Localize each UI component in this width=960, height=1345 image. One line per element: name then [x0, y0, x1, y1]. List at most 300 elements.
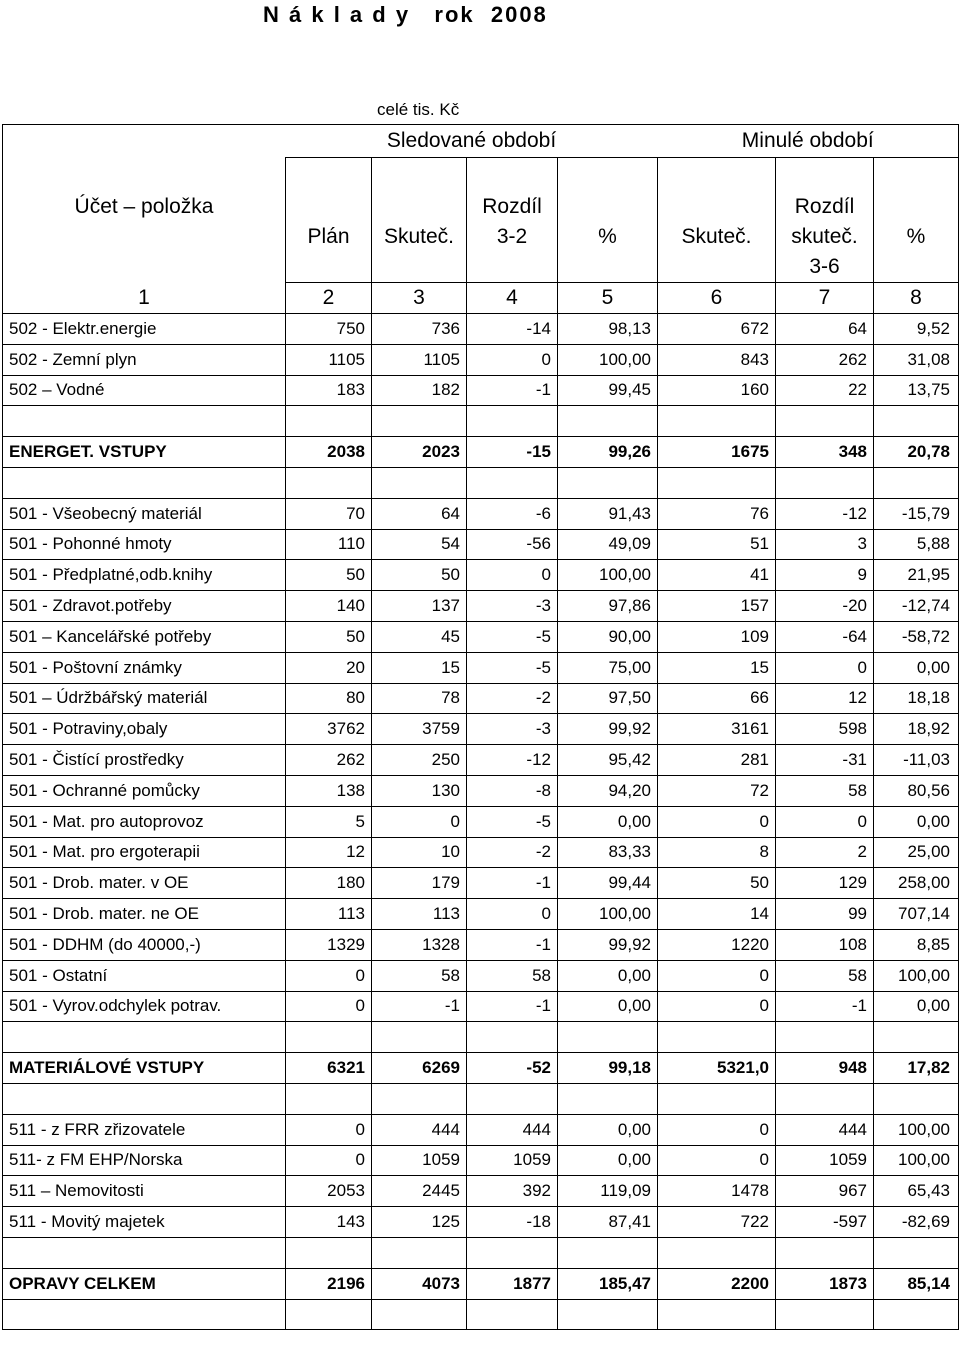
table-row	[3, 498, 959, 529]
row-value: 1059	[372, 1145, 467, 1176]
row-value: 17,82	[874, 1053, 959, 1084]
row-value: 50	[658, 868, 776, 899]
row-value: 49,09	[558, 529, 658, 560]
row-value: -64	[776, 621, 874, 652]
row-value: 109	[658, 621, 776, 652]
row-value: 41	[658, 560, 776, 591]
row-value: 64	[372, 498, 467, 529]
spacer-cell	[3, 1022, 286, 1053]
table-row	[3, 929, 959, 960]
row-value: 0	[286, 991, 372, 1022]
row-value: 137	[372, 591, 467, 622]
row-value: 1059	[776, 1145, 874, 1176]
row-value: 0	[658, 806, 776, 837]
row-value: 50	[286, 621, 372, 652]
row-value: 3	[776, 529, 874, 560]
column-number: 1	[3, 283, 286, 314]
spacer-cell	[658, 1237, 776, 1268]
row-label: 501 - Poštovní známky	[3, 652, 286, 683]
row-value: 140	[286, 591, 372, 622]
table-row	[3, 745, 959, 776]
row-value: -6	[467, 498, 558, 529]
spacer-cell	[3, 1299, 286, 1330]
row-value: 87,41	[558, 1207, 658, 1238]
row-value: 14	[658, 899, 776, 930]
row-value: 1220	[658, 929, 776, 960]
spacer-row	[3, 1022, 959, 1053]
spacer-cell	[372, 1022, 467, 1053]
row-value: 113	[286, 899, 372, 930]
row-value: 5,88	[874, 529, 959, 560]
table-row	[3, 344, 959, 375]
spacer-cell	[372, 467, 467, 498]
row-value: 3762	[286, 714, 372, 745]
row-value: 58	[776, 775, 874, 806]
row-label: 501 - Mat. pro ergoterapii	[3, 837, 286, 868]
row-label: MATERIÁLOVÉ VSTUPY	[3, 1053, 286, 1084]
row-value: 58	[467, 960, 558, 991]
row-value: 94,20	[558, 775, 658, 806]
column-prev-diff-line2: skuteč.	[791, 225, 858, 248]
table-row	[3, 652, 959, 683]
spacer-cell	[467, 1083, 558, 1114]
spacer-cell	[874, 1299, 959, 1330]
column-number: 6	[658, 283, 776, 314]
spacer-row	[3, 406, 959, 437]
row-value: 143	[286, 1207, 372, 1238]
row-value: 83,33	[558, 837, 658, 868]
row-value: 2023	[372, 437, 467, 468]
spacer-cell	[776, 1022, 874, 1053]
table-row	[3, 375, 959, 406]
row-value: 6269	[372, 1053, 467, 1084]
row-value: 95,42	[558, 745, 658, 776]
row-value: 722	[658, 1207, 776, 1238]
column-number: 4	[467, 283, 558, 314]
spacer-cell	[776, 467, 874, 498]
row-value: 99,45	[558, 375, 658, 406]
row-value: 22	[776, 375, 874, 406]
row-value: 0	[658, 991, 776, 1022]
row-value: 750	[286, 314, 372, 345]
spacer-cell	[558, 1299, 658, 1330]
row-value: 2053	[286, 1176, 372, 1207]
table-row	[3, 560, 959, 591]
row-value: -82,69	[874, 1207, 959, 1238]
spacer-cell	[286, 1299, 372, 1330]
row-value: 125	[372, 1207, 467, 1238]
row-value: 108	[776, 929, 874, 960]
spacer-cell	[467, 406, 558, 437]
row-value: 0,00	[874, 991, 959, 1022]
spacer-cell	[372, 406, 467, 437]
row-value: 0	[658, 960, 776, 991]
table-row	[3, 314, 959, 345]
spacer-cell	[286, 406, 372, 437]
spacer-cell	[286, 1237, 372, 1268]
spacer-cell	[558, 406, 658, 437]
table-row	[3, 899, 959, 930]
row-value: 70	[286, 498, 372, 529]
row-value: 119,09	[558, 1176, 658, 1207]
spacer-cell	[558, 1237, 658, 1268]
row-value: 12	[776, 683, 874, 714]
spacer-cell	[658, 1083, 776, 1114]
row-value: 99	[776, 899, 874, 930]
row-label: 501 - Ochranné pomůcky	[3, 775, 286, 806]
row-value: 262	[286, 745, 372, 776]
row-value: -5	[467, 621, 558, 652]
row-value: 967	[776, 1176, 874, 1207]
row-value: 2038	[286, 437, 372, 468]
column-prev-diff-line1: Rozdíl	[794, 195, 855, 218]
spacer-cell	[467, 1237, 558, 1268]
table-row	[3, 837, 959, 868]
row-value: -58,72	[874, 621, 959, 652]
row-value: -3	[467, 714, 558, 745]
row-value: 157	[658, 591, 776, 622]
row-value: 160	[658, 375, 776, 406]
row-value: 1675	[658, 437, 776, 468]
row-value: 98,13	[558, 314, 658, 345]
row-value: 91,43	[558, 498, 658, 529]
table-row	[3, 683, 959, 714]
cost-table	[2, 124, 959, 1330]
spacer-cell	[558, 1022, 658, 1053]
spacer-cell	[286, 1022, 372, 1053]
row-value: 99,92	[558, 929, 658, 960]
row-label: 501 – Údržbářský materiál	[3, 683, 286, 714]
spacer-cell	[776, 1083, 874, 1114]
row-label: 501 – Kancelářské potřeby	[3, 621, 286, 652]
spacer-cell	[372, 1237, 467, 1268]
row-value: 6321	[286, 1053, 372, 1084]
row-value: -1	[467, 929, 558, 960]
row-value: -1	[467, 375, 558, 406]
row-value: 2196	[286, 1268, 372, 1299]
row-label: 511 – Nemovitosti	[3, 1176, 286, 1207]
row-value: 182	[372, 375, 467, 406]
row-label: 501 - Drob. mater. v OE	[3, 868, 286, 899]
column-prev-actual: Skuteč.	[658, 158, 776, 283]
row-value: 51	[658, 529, 776, 560]
row-value: 97,86	[558, 591, 658, 622]
row-value: -18	[467, 1207, 558, 1238]
table-row	[3, 1176, 959, 1207]
row-value: 90,00	[558, 621, 658, 652]
row-value: 2200	[658, 1268, 776, 1299]
report-title: N á k l a d y rok 2008	[263, 2, 548, 27]
row-value: 72	[658, 775, 776, 806]
column-number: 8	[874, 283, 959, 314]
column-number: 3	[372, 283, 467, 314]
row-value: 138	[286, 775, 372, 806]
column-number: 2	[286, 283, 372, 314]
row-value: -14	[467, 314, 558, 345]
row-value: -1	[372, 991, 467, 1022]
row-value: 183	[286, 375, 372, 406]
column-diff	[467, 158, 558, 283]
row-value: 2	[776, 837, 874, 868]
row-value: 0,00	[874, 652, 959, 683]
row-value: 80,56	[874, 775, 959, 806]
row-label: 511 - z FRR zřizovatele	[3, 1114, 286, 1145]
row-value: 0,00	[558, 1145, 658, 1176]
row-value: 25,00	[874, 837, 959, 868]
row-value: 58	[372, 960, 467, 991]
row-value: 5321,0	[658, 1053, 776, 1084]
row-value: 50	[372, 560, 467, 591]
row-value: -12	[776, 498, 874, 529]
spacer-cell	[286, 467, 372, 498]
row-label: ENERGET. VSTUPY	[3, 437, 286, 468]
row-value: 672	[658, 314, 776, 345]
table-row	[3, 529, 959, 560]
row-value: -12	[467, 745, 558, 776]
unit-label: celé tis. Kč	[377, 100, 460, 119]
spacer-cell	[874, 1237, 959, 1268]
row-label: 511- z FM EHP/Norska	[3, 1145, 286, 1176]
spacer-cell	[874, 467, 959, 498]
row-value: 2445	[372, 1176, 467, 1207]
row-value: 0,00	[558, 806, 658, 837]
spacer-cell	[372, 1299, 467, 1330]
group-tracked-period: Sledované období	[286, 125, 658, 158]
row-value: 100,00	[874, 1114, 959, 1145]
row-value: -12,74	[874, 591, 959, 622]
row-value: 99,26	[558, 437, 658, 468]
row-value: -8	[467, 775, 558, 806]
row-value: 54	[372, 529, 467, 560]
row-value: 179	[372, 868, 467, 899]
row-value: 64	[776, 314, 874, 345]
row-value: 100,00	[558, 344, 658, 375]
row-label: 501 - Mat. pro autoprovoz	[3, 806, 286, 837]
row-value: 21,95	[874, 560, 959, 591]
table-row	[3, 1114, 959, 1145]
row-label: 501 - Ostatní	[3, 960, 286, 991]
row-value: 1328	[372, 929, 467, 960]
column-prev-diff	[776, 158, 874, 283]
column-prev-pct: %	[874, 158, 959, 283]
row-label: 501 - Všeobecný materiál	[3, 498, 286, 529]
spacer-cell	[658, 1299, 776, 1330]
row-value: 4073	[372, 1268, 467, 1299]
row-value: -5	[467, 652, 558, 683]
row-value: 1877	[467, 1268, 558, 1299]
row-value: 348	[776, 437, 874, 468]
row-value: 15	[372, 652, 467, 683]
table-row	[3, 1207, 959, 1238]
spacer-cell	[467, 1299, 558, 1330]
row-label: 501 - Potraviny,obaly	[3, 714, 286, 745]
row-value: 0	[467, 344, 558, 375]
row-value: 31,08	[874, 344, 959, 375]
row-value: 250	[372, 745, 467, 776]
spacer-row	[3, 467, 959, 498]
row-value: 0	[776, 652, 874, 683]
row-value: 0	[372, 806, 467, 837]
column-diff-line2: 3-2	[496, 225, 528, 248]
row-value: 0,00	[558, 991, 658, 1022]
row-value: 80	[286, 683, 372, 714]
row-value: 99,92	[558, 714, 658, 745]
row-value: 444	[372, 1114, 467, 1145]
column-diff-line1: Rozdíl	[482, 195, 542, 218]
spacer-cell	[3, 406, 286, 437]
column-account: Účet – položka	[3, 158, 286, 283]
column-number-row	[3, 283, 959, 314]
row-value: -15,79	[874, 498, 959, 529]
spacer-row	[3, 1299, 959, 1330]
table-row	[3, 868, 959, 899]
row-label: 501 - Pohonné hmoty	[3, 529, 286, 560]
row-value: 10	[372, 837, 467, 868]
row-value: 85,14	[874, 1268, 959, 1299]
row-value: 185,47	[558, 1268, 658, 1299]
spacer-cell	[3, 467, 286, 498]
row-value: -597	[776, 1207, 874, 1238]
row-value: 20	[286, 652, 372, 683]
row-value: 180	[286, 868, 372, 899]
row-value: -15	[467, 437, 558, 468]
row-value: 1105	[286, 344, 372, 375]
row-value: 100,00	[558, 899, 658, 930]
row-value: 113	[372, 899, 467, 930]
row-value: -1	[776, 991, 874, 1022]
row-value: 258,00	[874, 868, 959, 899]
column-actual: Skuteč.	[372, 158, 467, 283]
row-value: -2	[467, 683, 558, 714]
spacer-cell	[776, 406, 874, 437]
row-value: 5	[286, 806, 372, 837]
row-value: 75,00	[558, 652, 658, 683]
row-value: -1	[467, 868, 558, 899]
row-value: 18,92	[874, 714, 959, 745]
spacer-cell	[874, 1083, 959, 1114]
spacer-cell	[372, 1083, 467, 1114]
spacer-cell	[658, 467, 776, 498]
row-value: 15	[658, 652, 776, 683]
row-value: 0,00	[558, 960, 658, 991]
row-value: 9	[776, 560, 874, 591]
column-plan: Plán	[286, 158, 372, 283]
row-label: 501 - DDHM (do 40000,-)	[3, 929, 286, 960]
row-label: 502 - Zemní plyn	[3, 344, 286, 375]
table-row	[3, 591, 959, 622]
row-value: 0	[467, 560, 558, 591]
row-value: 843	[658, 344, 776, 375]
row-value: 0,00	[558, 1114, 658, 1145]
row-value: 281	[658, 745, 776, 776]
row-value: 129	[776, 868, 874, 899]
row-value: 100,00	[874, 960, 959, 991]
row-value: -1	[467, 991, 558, 1022]
column-prev-diff-line3: 3-6	[809, 255, 840, 278]
total-row	[3, 1268, 959, 1299]
row-value: 76	[658, 498, 776, 529]
column-number: 5	[558, 283, 658, 314]
row-label: 501 - Vyrov.odchylek potrav.	[3, 991, 286, 1022]
spacer-cell	[467, 1022, 558, 1053]
row-value: -3	[467, 591, 558, 622]
row-value: 3759	[372, 714, 467, 745]
total-row	[3, 437, 959, 468]
row-value: 58	[776, 960, 874, 991]
row-label: 511 - Movitý majetek	[3, 1207, 286, 1238]
row-value: 50	[286, 560, 372, 591]
column-pct: %	[558, 158, 658, 283]
row-label: 502 - Elektr.energie	[3, 314, 286, 345]
row-value: 1329	[286, 929, 372, 960]
total-row	[3, 1053, 959, 1084]
spacer-cell	[3, 1083, 286, 1114]
row-value: 0	[467, 899, 558, 930]
row-value: -5	[467, 806, 558, 837]
spacer-cell	[658, 1022, 776, 1053]
row-value: 1478	[658, 1176, 776, 1207]
row-value: 65,43	[874, 1176, 959, 1207]
header-group-row	[3, 125, 959, 158]
row-value: 66	[658, 683, 776, 714]
row-value: 97,50	[558, 683, 658, 714]
row-value: 99,18	[558, 1053, 658, 1084]
row-value: 45	[372, 621, 467, 652]
table-row	[3, 806, 959, 837]
row-value: 8,85	[874, 929, 959, 960]
spacer-cell	[558, 467, 658, 498]
table-row	[3, 960, 959, 991]
spacer-cell	[874, 406, 959, 437]
spacer-row	[3, 1083, 959, 1114]
row-value: 130	[372, 775, 467, 806]
row-label: 501 - Drob. mater. ne OE	[3, 899, 286, 930]
spacer-cell	[776, 1237, 874, 1268]
row-value: -20	[776, 591, 874, 622]
row-value: 0	[776, 806, 874, 837]
row-label: 501 - Čistící prostředky	[3, 745, 286, 776]
row-value: 20,78	[874, 437, 959, 468]
row-value: 0	[286, 1114, 372, 1145]
row-label: 501 - Zdravot.potřeby	[3, 591, 286, 622]
spacer-cell	[3, 1237, 286, 1268]
header-column-row	[3, 158, 959, 283]
row-label: 501 - Předplatné,odb.knihy	[3, 560, 286, 591]
row-value: 0	[286, 1145, 372, 1176]
table-row	[3, 714, 959, 745]
row-value: 110	[286, 529, 372, 560]
row-value: 0	[286, 960, 372, 991]
row-value: 444	[776, 1114, 874, 1145]
row-value: -2	[467, 837, 558, 868]
row-label: 502 – Vodné	[3, 375, 286, 406]
row-value: 12	[286, 837, 372, 868]
spacer-cell	[776, 1299, 874, 1330]
spacer-cell	[467, 467, 558, 498]
row-value: 598	[776, 714, 874, 745]
row-value: 78	[372, 683, 467, 714]
table-row	[3, 1145, 959, 1176]
row-value: 13,75	[874, 375, 959, 406]
spacer-cell	[286, 1083, 372, 1114]
row-value: 100,00	[874, 1145, 959, 1176]
spacer-cell	[874, 1022, 959, 1053]
row-value: -31	[776, 745, 874, 776]
row-value: 99,44	[558, 868, 658, 899]
row-value: 392	[467, 1176, 558, 1207]
row-value: 18,18	[874, 683, 959, 714]
row-value: -52	[467, 1053, 558, 1084]
